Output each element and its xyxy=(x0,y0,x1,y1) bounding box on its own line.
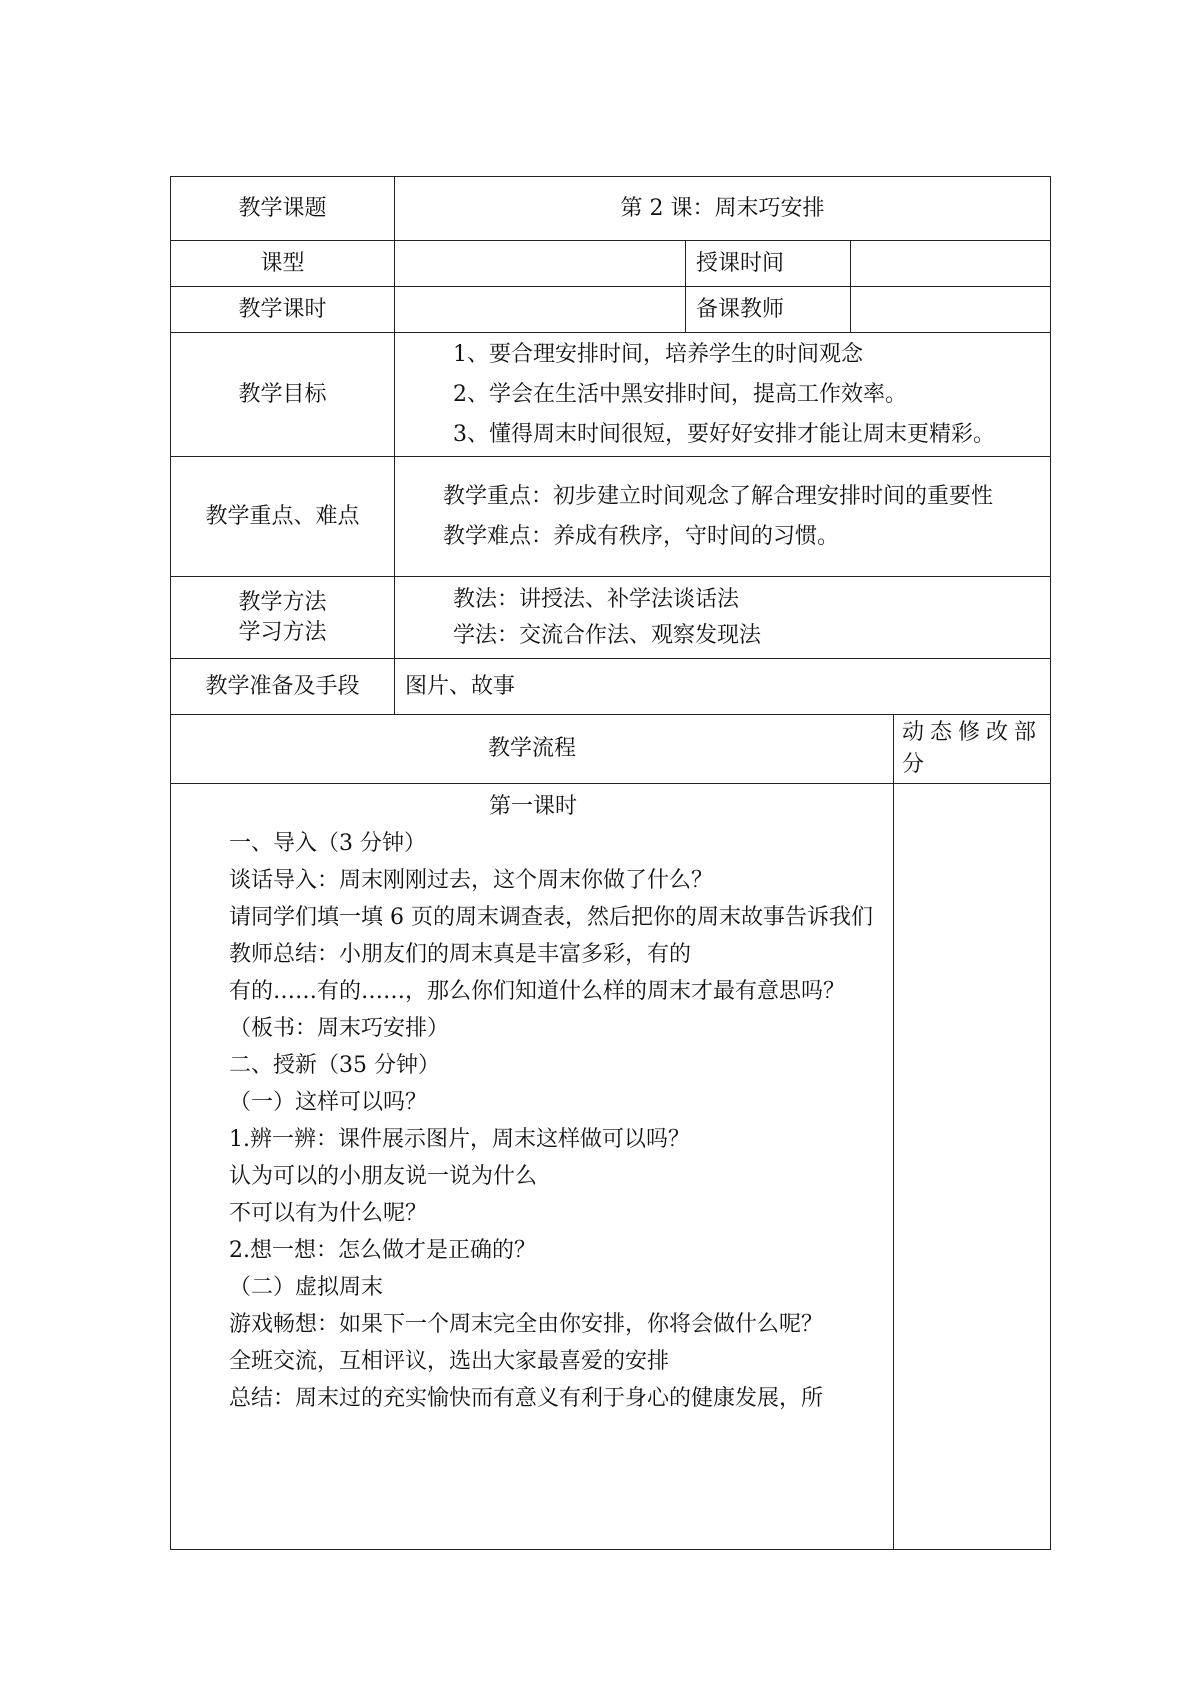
key-difficulty: 教学难点：养成有秩序，守时间的习惯。 xyxy=(443,523,840,549)
type-label: 课型 xyxy=(171,241,395,287)
process-line: 请同学们填一填 6 页的周末调查表，然后把你的周末故事告诉我们 xyxy=(229,905,873,930)
key-points-row xyxy=(171,457,1051,577)
hours-row xyxy=(171,287,1051,333)
prep-row xyxy=(171,659,1051,715)
process-line: （板书：周末巧安排） xyxy=(229,1016,450,1041)
dynamic-header: 动态修改部分 xyxy=(894,715,1051,784)
time-value xyxy=(851,241,1051,287)
process-line: 2.想一想：怎么做才是正确的？ xyxy=(229,1238,536,1263)
process-line: 第一课时 xyxy=(488,794,577,819)
process-line: 教师总结：小朋友们的周末真是丰富多彩，有的 xyxy=(229,942,692,967)
topic-row xyxy=(171,177,1051,241)
process-header-row xyxy=(171,715,1051,784)
goal-item: 2、学会在生活中黑安排时间，提高工作效率。 xyxy=(453,381,907,407)
goals-content xyxy=(395,333,1051,457)
learn-method-label: 学习方法 xyxy=(238,619,327,645)
goal-item: 1、要合理安排时间，培养学生的时间观念 xyxy=(453,341,863,367)
hours-label: 教学课时 xyxy=(171,287,395,333)
methods-row xyxy=(171,577,1051,659)
process-line: 1.辨一辨：课件展示图片，周末这样做可以吗？ xyxy=(229,1127,690,1152)
process-line: 认为可以的小朋友说一说为什么 xyxy=(229,1164,538,1189)
lesson-plan-table xyxy=(170,176,1051,1550)
key-points-label: 教学重点、难点 xyxy=(171,457,395,577)
prep-value: 图片、故事 xyxy=(395,659,1051,715)
dynamic-notes xyxy=(894,784,1051,1550)
goal-item: 3、懂得周末时间很短，要好好安排才能让周末更精彩。 xyxy=(453,421,995,447)
teacher-value xyxy=(851,287,1051,333)
process-line: 不可以有为什么呢？ xyxy=(229,1201,428,1226)
process-line: 二、授新（35 分钟） xyxy=(229,1053,440,1078)
key-points-content xyxy=(395,457,1051,577)
process-content xyxy=(171,784,894,1550)
type-value xyxy=(395,241,686,287)
process-line: 游戏畅想：如果下一个周末完全由你安排，你将会做什么呢？ xyxy=(229,1312,824,1337)
process-line: （一）这样可以吗？ xyxy=(229,1090,428,1115)
process-body-row xyxy=(171,784,1051,1550)
topic-value: 第 2 课：周末巧安排 xyxy=(395,177,1051,241)
teacher-label: 备课教师 xyxy=(686,287,851,333)
process-line: 总结：周末过的充实愉快而有意义有利于身心的健康发展，所 xyxy=(229,1386,824,1411)
teach-method: 教法：讲授法、补学法谈话法 xyxy=(453,586,740,612)
methods-content xyxy=(395,577,1051,659)
learn-method: 学法：交流合作法、观察发现法 xyxy=(453,622,762,648)
time-label: 授课时间 xyxy=(686,241,851,287)
type-row xyxy=(171,241,1051,287)
process-line: （二）虚拟周末 xyxy=(229,1275,384,1300)
process-line: 有的……有的……，那么你们知道什么样的周末才最有意思吗？ xyxy=(229,979,846,1004)
methods-label xyxy=(171,577,395,659)
process-line: 一、导入（3 分钟） xyxy=(229,831,426,856)
process-header: 教学流程 xyxy=(171,715,894,784)
key-focus: 教学重点：初步建立时间观念了解合理安排时间的重要性 xyxy=(443,483,994,509)
goals-label: 教学目标 xyxy=(171,333,395,457)
topic-label: 教学课题 xyxy=(171,177,395,241)
teach-method-label: 教学方法 xyxy=(238,589,327,615)
hours-value xyxy=(395,287,686,333)
process-line: 谈话导入：周末刚刚过去，这个周末你做了什么？ xyxy=(229,868,714,893)
prep-label: 教学准备及手段 xyxy=(171,659,395,715)
process-line: 全班交流，互相评议，选出大家最喜爱的安排 xyxy=(229,1349,670,1374)
goals-row xyxy=(171,333,1051,457)
